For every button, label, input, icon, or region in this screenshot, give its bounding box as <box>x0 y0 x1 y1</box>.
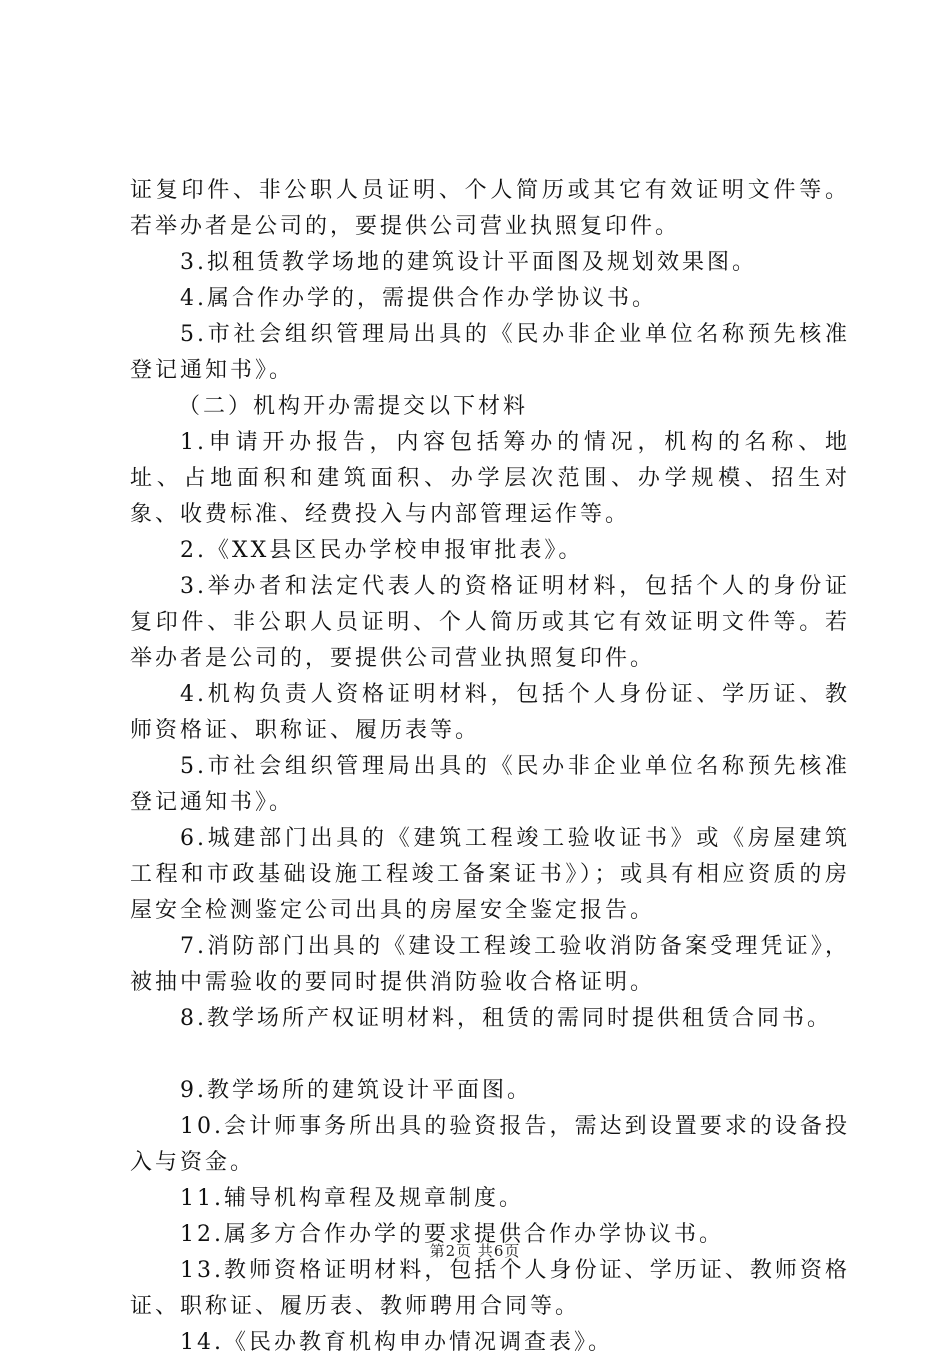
paragraph-item-4: 4.属合作办学的，需提供合作办学协议书。 <box>180 286 657 311</box>
paragraph-item-7: 7.消防部门出具的《建设工程竣工验收消防备案受理凭证》，被抽中需验收的要同时提供消防验收合格证明。 <box>130 934 850 995</box>
page-footer: 第2页 共6页 <box>429 1242 521 1260</box>
paragraph-item-13: 13.教师资格证明材料，包括个人身份证、学历证、教师资格证、职称证、履历表、教师聘用合同等。 <box>130 1258 850 1319</box>
paragraph-item-1: 1.申请开办报告，内容包括筹办的情况，机构的名称、地址、占地面积和建筑面积、办学层次范围、办学规模、招生对象、收费标准、经费投入与内部管理运作等。 <box>130 430 850 527</box>
paragraph-item-5b: 5.市社会组织管理局出具的《民办非企业单位名称预先核准登记通知书》。 <box>130 754 850 815</box>
section-heading: （二）机构开办需提交以下材料 <box>178 394 529 419</box>
paragraph-item-2: 2.《XX县区民办学校申报审批表》。 <box>180 538 584 563</box>
paragraph-continuation: 证复印件、非公职人员证明、个人简历或其它有效证明文件等。若举办者是公司的，要提供公司营业执照复印件。 <box>130 178 850 239</box>
paragraph-item-11: 11.辅导机构章程及规章制度。 <box>180 1186 524 1211</box>
paragraph-gap <box>130 1037 850 1073</box>
paragraph-item-3: 3.拟租赁教学场地的建筑设计平面图及规划效果图。 <box>180 250 757 275</box>
paragraph-item-3b: 3.举办者和法定代表人的资格证明材料，包括个人的身份证复印件、非公职人员证明、个人简历或其它有效证明文件等。若举办者是公司的，要提供公司营业执照复印件。 <box>130 574 850 671</box>
paragraph-item-6: 6.城建部门出具的《建筑工程竣工验收证书》或《房屋建筑工程和市政基础设施工程竣工备案证书》）；或具有相应资质的房屋安全检测鉴定公司出具的房屋安全鉴定报告。 <box>130 826 850 923</box>
paragraph-item-4b: 4.机构负责人资格证明材料，包括个人身份证、学历证、教师资格证、职称证、履历表等。 <box>130 682 850 743</box>
paragraph-item-9: 9.教学场所的建筑设计平面图。 <box>180 1078 532 1103</box>
paragraph-item-14: 14.《民办教育机构申办情况调查表》。 <box>180 1330 613 1355</box>
paragraph-item-5: 5.市社会组织管理局出具的《民办非企业单位名称预先核准登记通知书》。 <box>130 322 850 383</box>
paragraph-item-12: 12.属多方合作办学的要求提供合作办学协议书。 <box>180 1222 724 1247</box>
paragraph-item-10: 10.会计师事务所出具的验资报告，需达到设置要求的设备投入与资金。 <box>130 1114 850 1175</box>
paragraph-item-8: 8.教学场所产权证明材料，租赁的需同时提供租赁合同书。 <box>180 1006 832 1031</box>
document-body <box>130 173 850 1361</box>
